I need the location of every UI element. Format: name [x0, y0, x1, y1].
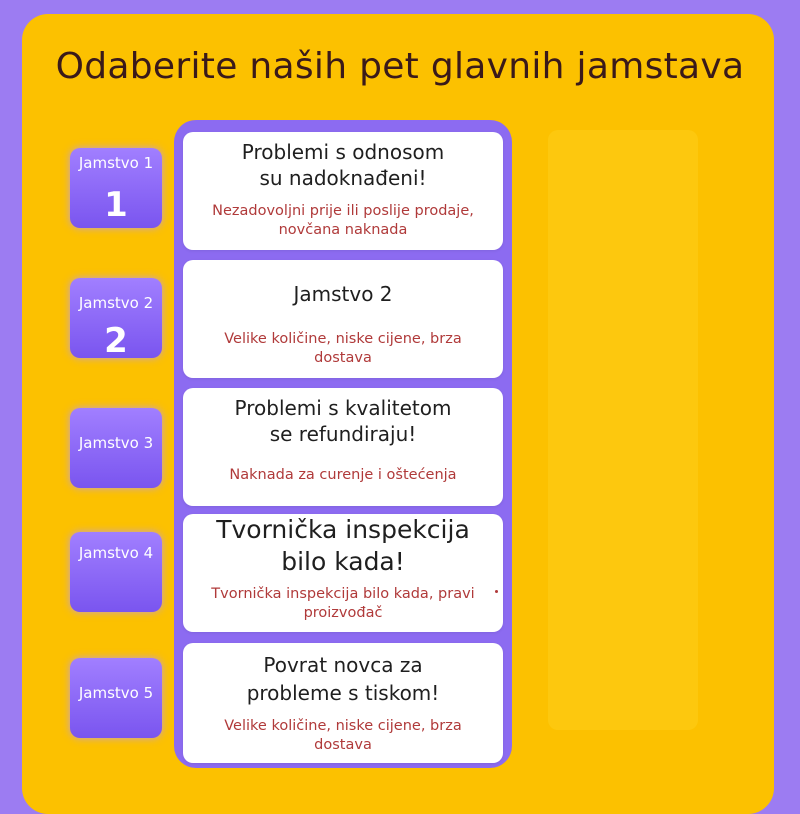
card-subtitle-line-1: Tvornička inspekcija bilo kada, pravi: [211, 586, 475, 602]
guarantee-badge-4: [70, 532, 162, 612]
card-subtitle-line-2: proizvođač: [303, 605, 383, 621]
guarantee-card-5: [183, 643, 503, 763]
card-subtitle-line-1: Nezadovoljni prije ili poslije prodaje,: [212, 203, 474, 219]
guarantee-badge-2: [70, 278, 162, 361]
card-title-line-1: Jamstvo 2: [293, 282, 393, 306]
card-subtitle-line-2: dostava: [314, 350, 372, 366]
card-subtitle-line-1: Velike količine, niske cijene, brza: [224, 331, 462, 347]
card-subtitle-line-2: novčana naknada: [278, 222, 408, 238]
decorative-dot: [495, 590, 498, 593]
guarantee-badge-3: [70, 408, 162, 488]
card-title-line-1: Problemi s kvalitetom: [234, 396, 452, 420]
guarantee-card-1: [183, 132, 503, 250]
badge-label: Jamstvo 2: [78, 294, 154, 312]
card-title-line-1: Problemi s odnosom: [241, 140, 445, 164]
card-title-line-2: su nadoknađeni!: [259, 166, 427, 190]
badge-number: 1: [104, 185, 128, 225]
card-title-line-1: Tvornička inspekcija: [216, 515, 470, 544]
guarantee-badge-5: [70, 658, 162, 738]
page-title: Odaberite naših pet glavnih jamstava: [55, 46, 745, 87]
badge-label: Jamstvo 4: [78, 544, 154, 562]
guarantee-card-3: [183, 388, 503, 506]
guarantee-badge-1: [70, 148, 162, 228]
badge-label: Jamstvo 1: [78, 154, 154, 172]
guarantee-card-2: [183, 260, 503, 378]
guarantee-card-4: [183, 514, 503, 632]
card-subtitle-line-1: Naknada za curenje i oštećenja: [229, 467, 457, 483]
decorative-glow: [548, 130, 698, 730]
badge-number: 2: [104, 321, 128, 361]
card-title-line-2: bilo kada!: [281, 547, 405, 576]
card-title-line-1: Povrat novca za: [263, 653, 423, 677]
card-subtitle-line-2: dostava: [314, 737, 372, 753]
card-title-line-2: probleme s tiskom!: [246, 681, 440, 705]
badge-label: Jamstvo 5: [78, 684, 154, 702]
badge-label: Jamstvo 3: [78, 434, 154, 452]
card-title-line-2: se refundiraju!: [269, 422, 417, 446]
card-subtitle-line-1: Velike količine, niske cijene, brza: [224, 718, 462, 734]
